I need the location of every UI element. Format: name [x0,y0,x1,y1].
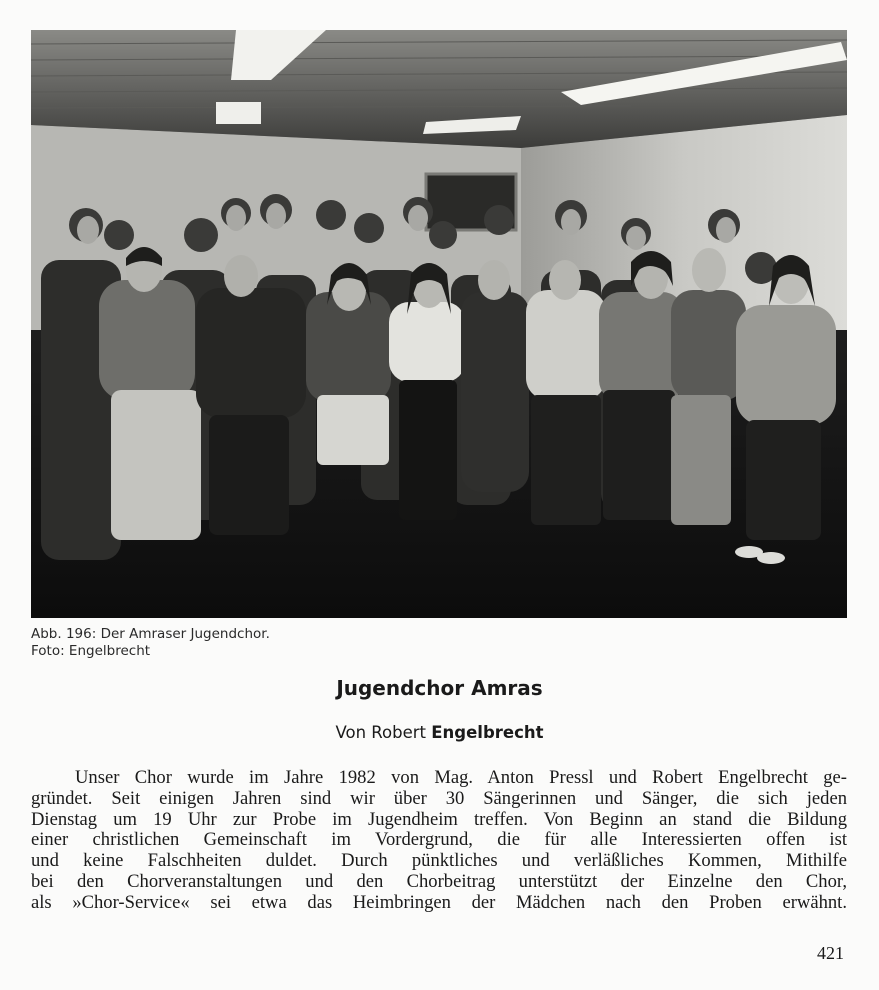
caption-line: Abb. 196: Der Amraser Jugendchor. [31,626,270,642]
article-body [31,768,847,914]
page-number: 421 [817,943,844,963]
group-photo [31,30,847,618]
body-line: und keine Falschheiten duldet. Durch pünktliches und verläßliches Kommen, Mithilfe [31,850,847,872]
article-title: Jugendchor Amras [336,676,543,700]
figure-caption [31,626,270,660]
body-line: einer christlichen Gemeinschaft im Vordergrund, die für alle Interessierten offen ist [31,829,847,851]
body-line: als »Chor-Service« sei etwa das Heimbringen der Mädchen nach den Proben erwähnt. [31,891,847,913]
body-line: gründet. Seit einigen Jahren sind wir über 30 Sängerinnen und Sänger, die sich jeden [31,787,847,809]
photo-credit: Foto: Engelbrecht [31,643,151,659]
body-line: Dienstag um 19 Uhr zur Probe im Jugendheim treffen. Von Beginn an stand die Bildung [31,808,847,830]
body-line: bei den Chorveranstaltungen und den Chorbeitrag unterstützt der Einzelne den Chor, [31,870,847,892]
byline-prefix: Von Robert [335,723,427,742]
body-line: Unser Chor wurde im Jahre 1982 von Mag. Anton Pressl und Robert Engelbrecht ge- [75,767,847,788]
byline [0,723,879,742]
author-surname: Engelbrecht [431,723,544,742]
photo-illustration [31,30,847,618]
